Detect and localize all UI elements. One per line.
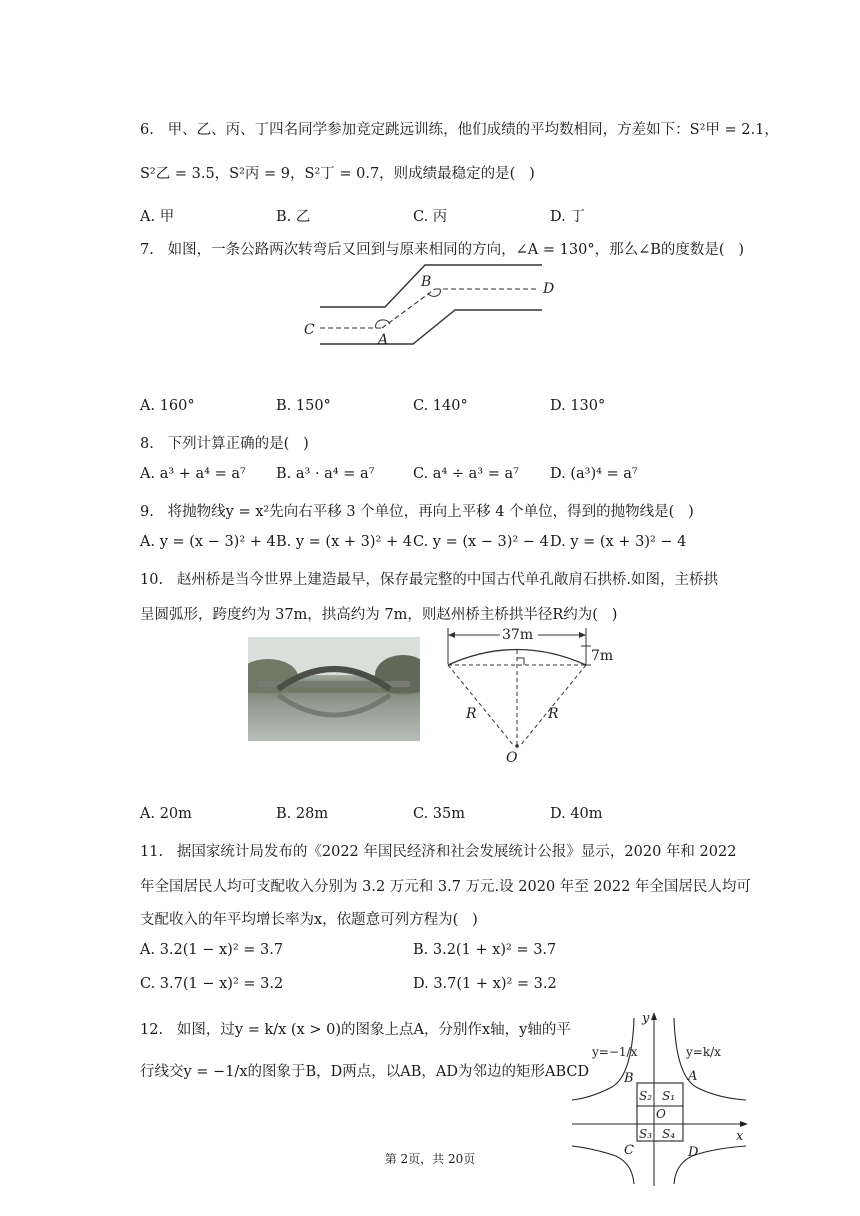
q11-option-c: C. 3.7(1 − x)² = 3.2 (140, 976, 284, 992)
q8-line1: 8. 下列计算正确的是( ) (140, 436, 309, 452)
bridge-photo (248, 637, 420, 741)
q12-label-b: B (624, 1071, 634, 1086)
q6-line2: S²乙 = 3.5，S²丙 = 9，S²丁 = 0.7，则成绩最稳定的是( ) (140, 166, 535, 182)
q12-x-axis-label: x (736, 1129, 744, 1144)
q8-option-d: D. (a³)⁴ = a⁷ (550, 466, 638, 482)
q10-option-a: A. 20m (140, 806, 192, 822)
q6-option-a: A. 甲 (140, 209, 175, 225)
q7-label-c: C (304, 322, 315, 338)
q7-road-figure (300, 262, 560, 357)
q7-option-d: D. 130° (550, 398, 606, 414)
q9-line1: 9. 将抛物线y = x²先向右平移 3 个单位，再向上平移 4 个单位，得到的抛物线是( ) (140, 504, 694, 520)
q11-option-d: D. 3.7(1 + x)² = 3.2 (413, 976, 557, 992)
q12-label-o: O (656, 1107, 666, 1121)
q12-label-s4: S₄ (662, 1127, 676, 1141)
q7-line1: 7. 如图，一条公路两次转弯后又回到与原来相同的方向，∠A = 130°，那么∠B的度数是( ) (140, 242, 745, 258)
q10-label-height: 7m (591, 648, 614, 664)
q11-option-a: A. 3.2(1 − x)² = 3.7 (140, 942, 284, 958)
q11-line2: 年全国居民人均可支配收入分别为 3.2 万元和 3.7 万元.设 2020 年至 2022 年全国居民人均可 (140, 879, 751, 895)
q10-option-d: D. 40m (550, 806, 603, 822)
q8-option-a: A. a³ + a⁴ = a⁷ (140, 466, 246, 482)
q10-option-c: C. 35m (413, 806, 465, 822)
q7-label-a: A (378, 332, 389, 348)
q7-option-a: A. 160° (140, 398, 195, 414)
q12-label-c: C (624, 1143, 634, 1158)
q10-line2: 呈圆弧形，跨度约为 37m，拱高约为 7m，则赵州桥主桥拱半径R约为( ) (140, 607, 618, 623)
q12-label-s1: S₁ (662, 1089, 676, 1103)
q11-option-b: B. 3.2(1 + x)² = 3.7 (413, 942, 557, 958)
q10-label-r-right: R (548, 706, 559, 722)
q12-y-axis-label: y (642, 1011, 650, 1026)
q10-label-o: O (506, 750, 518, 766)
q12-line1: 12. 如图，过y = k/x (x > 0)的图象上点A，分别作x轴，y轴的平 (140, 1022, 571, 1038)
page-footer: 第 2页，共 20页 (384, 1152, 476, 1166)
q12-label-eq-right: y=k/x (686, 1045, 721, 1059)
q7-label-b: B (421, 274, 432, 290)
q7-option-c: C. 140° (413, 398, 468, 414)
q11-line1: 11. 据国家统计局发布的《2022 年国民经济和社会发展统计公报》显示，2020 年和 2022 (140, 844, 737, 860)
q12-line2: 行线交y = −1/x的图象于B，D两点，以AB，AD为邻边的矩形ABCD (140, 1064, 590, 1080)
q10-label-r-left: R (466, 706, 477, 722)
q6-option-b: B. 乙 (276, 209, 311, 225)
q9-option-c: C. y = (x − 3)² − 4 (413, 534, 549, 550)
q9-option-d: D. y = (x + 3)² − 4 (550, 534, 687, 550)
q10-option-b: B. 28m (276, 806, 329, 822)
q7-label-d: D (543, 281, 555, 297)
q6-line1: 6. 甲、乙、丙、丁四名同学参加竞定跳远训练，他们成绩的平均数相同，方差如下：S²甲 = 2.1， (140, 122, 779, 138)
q6-option-c: C. 丙 (413, 209, 448, 225)
q8-option-b: B. a³ · a⁴ = a⁷ (276, 466, 375, 482)
q10-label-span: 37m (502, 627, 534, 643)
q11-line3: 支配收入的年平均增长率为x，依题意可列方程为( ) (140, 912, 478, 928)
q7-option-b: B. 150° (276, 398, 331, 414)
q12-label-d: D (688, 1145, 699, 1160)
q6-option-d: D. 丁 (550, 209, 585, 225)
q9-option-a: A. y = (x − 3)² + 4 (140, 534, 276, 550)
q8-option-c: C. a⁴ ÷ a³ = a⁷ (413, 466, 519, 482)
q10-arch-diagram (438, 622, 648, 767)
q12-label-eq-left: y=−1/x (592, 1045, 638, 1059)
q12-label-a: A (688, 1069, 698, 1084)
q12-label-s2: S₂ (639, 1089, 653, 1103)
q10-line1: 10. 赵州桥是当今世界上建造最早，保存最完整的中国古代单孔敞肩石拱桥.如图，主桥拱 (140, 572, 718, 588)
q12-label-s3: S₃ (639, 1127, 653, 1141)
q9-option-b: B. y = (x + 3)² + 4 (276, 534, 412, 550)
